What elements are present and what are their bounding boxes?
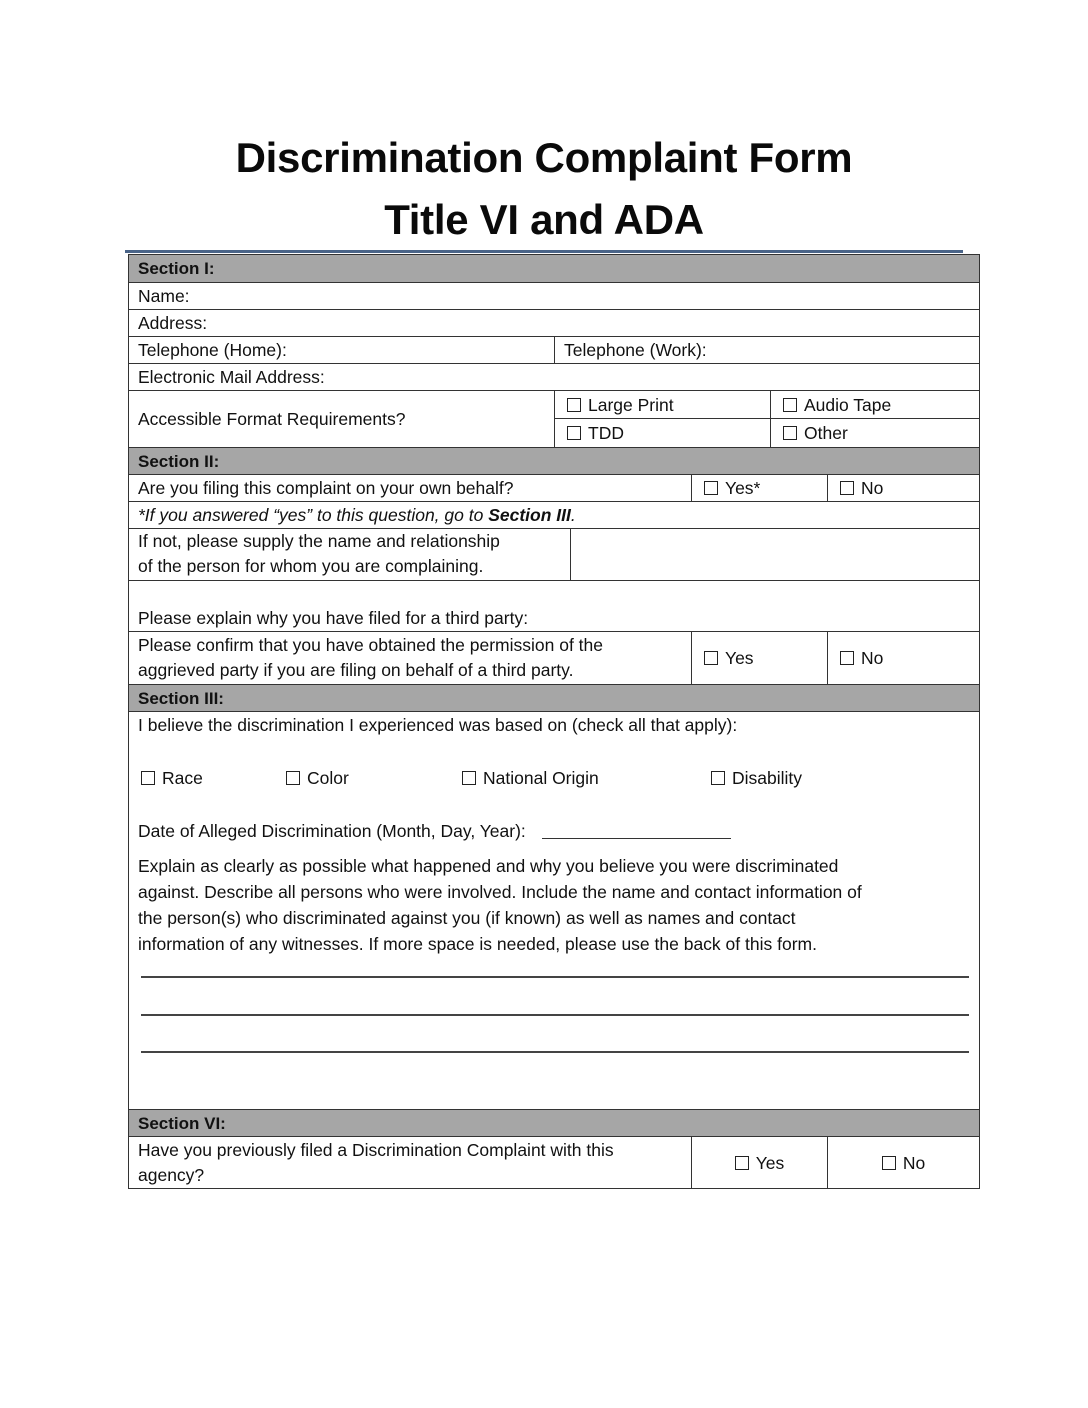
form-title: Discrimination Complaint Form xyxy=(235,134,853,181)
option-label: Disability xyxy=(732,768,803,788)
prior-complaint-yes[interactable] xyxy=(691,1137,827,1188)
writing-line-2[interactable] xyxy=(141,1014,969,1016)
explain-line-1: Explain as clearly as possible what happened and why you believe you were discriminated xyxy=(138,856,839,876)
permission-line1: Please confirm that you have obtained the permission of the xyxy=(138,635,603,655)
third-party-row xyxy=(129,528,979,580)
explain-line-3: the person(s) who discriminated against you (if known) as well as names and contact xyxy=(138,908,796,928)
basis-color[interactable] xyxy=(286,765,349,791)
checkbox-icon[interactable] xyxy=(704,481,718,495)
basis-national-origin[interactable] xyxy=(462,765,599,791)
address-row[interactable] xyxy=(129,309,979,336)
telephone-row xyxy=(129,336,979,363)
option-label: National Origin xyxy=(483,768,599,788)
third-party-label-line2: of the person for whom you are complaining. xyxy=(138,556,484,576)
option-label: Color xyxy=(307,768,349,788)
permission-question xyxy=(129,632,691,684)
instruction-row xyxy=(129,501,979,528)
checkbox-icon[interactable] xyxy=(704,651,718,665)
email-field[interactable]: Electronic Mail Address: xyxy=(138,367,325,387)
basis-disability[interactable] xyxy=(711,765,802,791)
note-bold-text: Section III xyxy=(488,505,571,525)
prior-complaint-no[interactable] xyxy=(827,1137,979,1188)
own-behalf-yes[interactable] xyxy=(691,475,827,501)
option-label: Other xyxy=(804,423,848,443)
accessible-format-label: Accessible Format Requirements? xyxy=(138,409,406,429)
section-3-header xyxy=(129,684,979,711)
option-tdd[interactable] xyxy=(554,419,770,447)
option-large-print[interactable] xyxy=(554,391,770,419)
option-label: Yes* xyxy=(725,478,761,498)
telephone-work-field[interactable]: Telephone (Work): xyxy=(554,337,979,363)
form-subtitle: Title VI and ADA xyxy=(384,196,704,243)
option-label: No xyxy=(902,1152,926,1173)
section-6-header xyxy=(129,1109,979,1136)
basis-prompt: I believe the discrimination I experienced was based on (check all that apply): xyxy=(138,715,738,735)
section-3-heading: Section III: xyxy=(138,689,224,708)
checkbox-icon[interactable] xyxy=(783,398,797,412)
third-party-label xyxy=(129,529,570,580)
section-6-heading: Section VI: xyxy=(138,1114,226,1133)
date-input[interactable] xyxy=(542,821,731,839)
option-other[interactable] xyxy=(770,419,979,447)
explain-line-4: information of any witnesses. If more space is needed, please use the back of this form. xyxy=(138,934,817,954)
email-row[interactable] xyxy=(129,363,979,390)
own-behalf-question: Are you filing this complaint on your own behalf? xyxy=(138,478,514,498)
section-3-instruction xyxy=(129,502,979,528)
section-2-header xyxy=(129,447,979,474)
checkbox-icon[interactable] xyxy=(735,1156,749,1170)
option-label: Large Print xyxy=(588,395,674,415)
third-party-label-line1: If not, please supply the name and relationship xyxy=(138,531,500,551)
checkbox-icon[interactable] xyxy=(882,1156,896,1170)
date-label: Date of Alleged Discrimination (Month, Day, Year): xyxy=(138,821,526,841)
section-1-heading: Section I: xyxy=(138,259,215,278)
checkbox-icon[interactable] xyxy=(567,426,581,440)
writing-line-1[interactable] xyxy=(141,976,969,978)
address-field[interactable]: Address: xyxy=(138,313,208,333)
option-label: No xyxy=(861,478,884,498)
option-label: Yes xyxy=(755,1152,785,1173)
checkbox-icon[interactable] xyxy=(141,771,155,785)
accessible-format-row xyxy=(129,390,979,447)
basis-race[interactable] xyxy=(141,765,203,791)
own-behalf-no[interactable] xyxy=(827,475,979,501)
option-audio-tape[interactable] xyxy=(770,391,979,419)
prior-question-line1: Have you previously filed a Discrimination Complaint with this xyxy=(138,1140,614,1160)
option-label: TDD xyxy=(588,423,624,443)
name-field[interactable]: Name: xyxy=(138,286,190,306)
note-text: *If you answered “yes” to this question, go to xyxy=(138,505,489,525)
title-divider xyxy=(125,250,963,253)
note-suffix: . xyxy=(570,505,576,525)
prior-complaint-question xyxy=(129,1137,691,1188)
checkbox-icon[interactable] xyxy=(783,426,797,440)
permission-row xyxy=(129,631,979,684)
section-3-body xyxy=(129,711,979,1109)
checkbox-icon[interactable] xyxy=(711,771,725,785)
third-party-name-field[interactable] xyxy=(570,529,979,580)
checkbox-icon[interactable] xyxy=(567,398,581,412)
explain-third-party-row[interactable] xyxy=(129,580,979,631)
prior-question-line2: agency? xyxy=(138,1165,205,1185)
checkbox-icon[interactable] xyxy=(840,651,854,665)
explain-third-party-field[interactable]: Please explain why you have filed for a third party: xyxy=(138,608,529,628)
option-label: Audio Tape xyxy=(804,395,892,415)
option-label: No xyxy=(861,648,884,668)
permission-no[interactable] xyxy=(827,632,979,684)
option-label: Yes xyxy=(725,648,754,668)
section-1-header xyxy=(129,255,979,282)
own-behalf-row xyxy=(129,474,979,501)
checkbox-icon[interactable] xyxy=(462,771,476,785)
prior-complaint-row xyxy=(129,1136,979,1188)
writing-line-3[interactable] xyxy=(141,1051,969,1053)
name-row[interactable] xyxy=(129,282,979,309)
option-label: Race xyxy=(162,768,203,788)
complaint-form xyxy=(128,254,980,1189)
date-row xyxy=(138,818,731,844)
telephone-home-field[interactable]: Telephone (Home): xyxy=(138,340,287,360)
permission-yes[interactable] xyxy=(691,632,827,684)
explain-line-2: against. Describe all persons who were involved. Include the name and contact information of xyxy=(138,882,862,902)
permission-line2: aggrieved party if you are filing on behalf of a third party. xyxy=(138,660,574,680)
checkbox-icon[interactable] xyxy=(286,771,300,785)
section-2-heading: Section II: xyxy=(138,452,220,471)
checkbox-icon[interactable] xyxy=(840,481,854,495)
